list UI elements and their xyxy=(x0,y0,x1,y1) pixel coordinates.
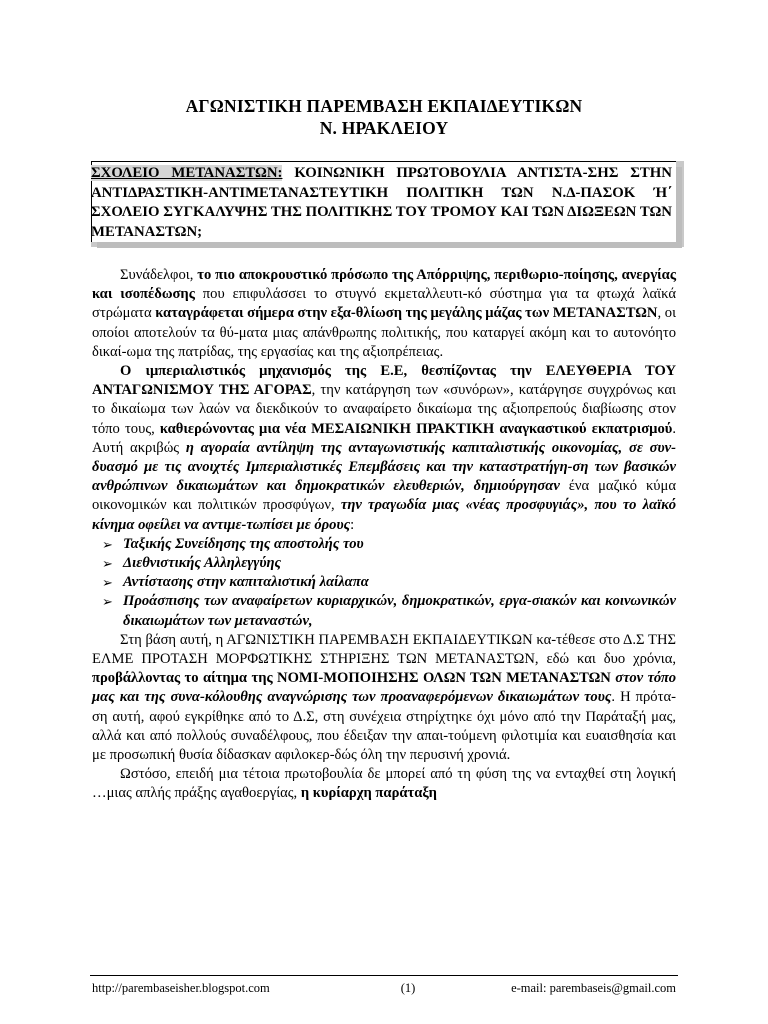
list-item xyxy=(92,592,676,630)
article-body xyxy=(92,266,676,804)
arrow-bullet-icon: ➢ xyxy=(102,575,113,591)
text-run: Στη βάση αυτή, η ΑΓΩΝΙΣΤΙΚΗ ΠΑΡΕΜΒΑΣΗ ΕΚΠΑΙΔΕΥΤΙΚΩΝ κα-τέθεσε στο Δ.Σ ΤΗΣ ΕΛΜΕ ΠΡΟΤΑΣΗ ΜΟΡΦΩΤΙΚΗΣ ΣΤΗΡΙΞΗΣ ΤΩΝ ΜΕΤΑΝΑΣΤΩΝ, εδώ και δυο χρόνια, xyxy=(92,631,676,668)
heading-box-shadow-right xyxy=(675,161,684,247)
text-run: Συνάδελφοι, xyxy=(120,267,198,283)
text-run: , την κατάργηση των «συνόρων», κατάργησε συγχρόνως και το δικαίωμα των λαών να διεκδικούν το αναφαίρετο δικαίωμα της αξιοπρεπούς διαβίωσης στον τόπο τους, xyxy=(92,382,676,437)
text-run: το πιο αποκρουστικό πρόσωπο της Απόρριψης, περιθωριο-ποίησης, ανεργίας και ισοπέδωσης xyxy=(92,267,676,303)
text-run: . Αυτή ακριβώς xyxy=(92,420,676,456)
text-run: : xyxy=(350,516,355,533)
text-run: την τραγωδία μιας «νέας προσφυγιάς», που το λαϊκό κίνημα οφείλει να αντιμε-τωπίσει με όρους xyxy=(92,497,676,533)
paragraph-3 xyxy=(92,631,676,765)
list-item-label: Αντίστασης στην καπιταλιστική λαίλαπα xyxy=(123,574,369,591)
text-run: η αγοραία αντίληψη της ανταγωνιστικής καπιταλιστικής οικονομίας, σε συν-δυασμό με τις ανοιχτές Ιμπεριαλιστικές Επεμβάσεις και την καταστρατήγη-ση των βασικών ανθρώπινων δικαιωμάτων και δημοκρατικών ελευθεριών, δημιούργησαν xyxy=(92,439,676,495)
text-run: Ο ιμπεριαλιστικός μηχανισμός της Ε.Ε, θεσπίζοντας την ΕΛΕΥΘΕΡΙΑ ΤΟΥ ΑΝΤΑΓΩΝΙΣΜΟΥ ΤΗΣ ΑΓΟΡΑΣ xyxy=(92,363,676,399)
text-run: καθιερώνοντας μια νέα ΜΕΣΑΙΩΝΙΚΗ ΠΡΑΚΤΙΚΗ αναγκαστικού εκπατρισμού xyxy=(159,420,673,437)
text-run: Ωστόσο, επειδή μια τέτοια πρωτοβουλία δε μπορεί από τη φύση της να ενταχθεί στη λογική …μιας απλής πράξης αγαθοεργίας, xyxy=(92,766,676,802)
article-heading xyxy=(91,164,672,242)
text-run: προβάλλοντας το αίτημα της ΝΟΜΙ-ΜΟΠΟΙΗΣΗΣ ΟΛΩΝ ΤΩΝ ΜΕΤΑΝΑΣΤΩΝ xyxy=(92,670,611,687)
page-title-line-1: ΑΓΩΝΙΣΤΙΚΗ ΠΑΡΕΜΒΑΣΗ ΕΚΠΑΙΔΕΥΤΙΚΩΝ xyxy=(185,96,583,116)
footer-email[interactable]: e-mail: parembaseis@gmail.com xyxy=(511,981,676,995)
paragraph-2 xyxy=(92,362,676,535)
page-title-line-2: Ν. ΗΡΑΚΛΕΙΟΥ xyxy=(319,118,449,138)
text-run: που επιφυλάσσει το στυγνό εκμεταλλευτι-κό σύστημα για τα φτωχά λαϊκά στρώματα xyxy=(92,286,676,322)
arrow-bullet-icon: ➢ xyxy=(102,536,113,552)
arrow-bullet-icon: ➢ xyxy=(102,594,113,610)
text-run: στον τόπο μας και της συνα-κόλουθης αναγνώρισης των προαναφερόμενων δικαιωμάτων τους xyxy=(92,670,676,706)
text-run: καταγράφεται σήμερα στην εξα-θλίωση της μεγάλης μάζας των ΜΕΤΑΝΑΣΤΩΝ xyxy=(155,305,658,322)
footer-blog-url[interactable]: http://parembaseisher.blogspot.com xyxy=(92,981,270,995)
list-item-label: Προάσπισης των αναφαίρετων κυριαρχικών, δημοκρατικών, εργα-σιακών και κοινωνικών δικαιωμάτων των μεταναστών, xyxy=(123,593,676,629)
list-item-label: Διεθνιστικής Αλληλεγγύης xyxy=(123,555,282,572)
paragraph-1 xyxy=(92,266,676,362)
text-run: ένα μαζικό κύμα οικονομικών και πολιτικών προσφύγων, xyxy=(92,478,676,514)
text-run: η κυρίαρχη παράταξη xyxy=(300,785,437,802)
footer-page-number: (1) xyxy=(400,981,416,995)
list-item xyxy=(92,554,676,573)
arrow-bullet-icon: ➢ xyxy=(102,556,113,572)
text-run: , οι οποίοι αποτελούν τα θύ-ματα μιας απάνθρωπης πολιτικής, που καταργεί ακόμη και το αυτονόητο δικαί-ωμα της πατρίδας, της εργασίας και της αξιοπρέπειας. xyxy=(92,305,676,360)
list-item-label: Ταξικής Συνείδησης της αποστολής του xyxy=(123,535,364,552)
bullet-list xyxy=(92,535,676,631)
heading-text: ΚΟΙΝΩΝΙΚΗ ΠΡΩΤΟΒΟΥΛΙΑ ΑΝΤΙΣΤΑ-ΣΗΣ ΣΤΗΝ ΑΝΤΙΔΡΑΣΤΙΚΗ-ΑΝΤΙΜΕΤΑΝΑΣΤΕΥΤΙΚΗ ΠΟΛΙΤΙΚΗ ΤΩΝ Ν.Δ-ΠΑΣΟΚ Ή΄ ΣΧΟΛΕΙΟ ΣΥΓΚΑΛΥΨΗΣ ΤΗΣ ΠΟΛΙΤΙΚΗΣ ΤΟΥ ΤΡΟΜΟΥ ΚΑΙ ΤΩΝ ΔΙΩΞΕΩΝ ΤΩΝ ΜΕΤΑΝΑΣΤΩΝ; xyxy=(91,165,672,240)
text-run: . Η πρότα-ση αυτή, αφού εγκρίθηκε από το Δ.Σ, στη συνέχεια στηρίχτηκε όχι μόνο από την Παράταξή μας, αλλά και από πολλούς συναδέλφους, που έδειξαν την απαι-τούμενη φιλοτιμία και ευαισθησία και με προσωπική θυσία δίδασκαν αφιλοκερ-δώς όλη την περυσινή χρονιά. xyxy=(92,689,676,764)
paragraph-4 xyxy=(92,765,676,803)
footer-divider xyxy=(90,975,678,976)
heading-highlight: ΣΧΟΛΕΙΟ ΜΕΤΑΝΑΣΤΩΝ: xyxy=(91,165,283,181)
list-item xyxy=(92,573,676,592)
list-item xyxy=(92,535,676,554)
